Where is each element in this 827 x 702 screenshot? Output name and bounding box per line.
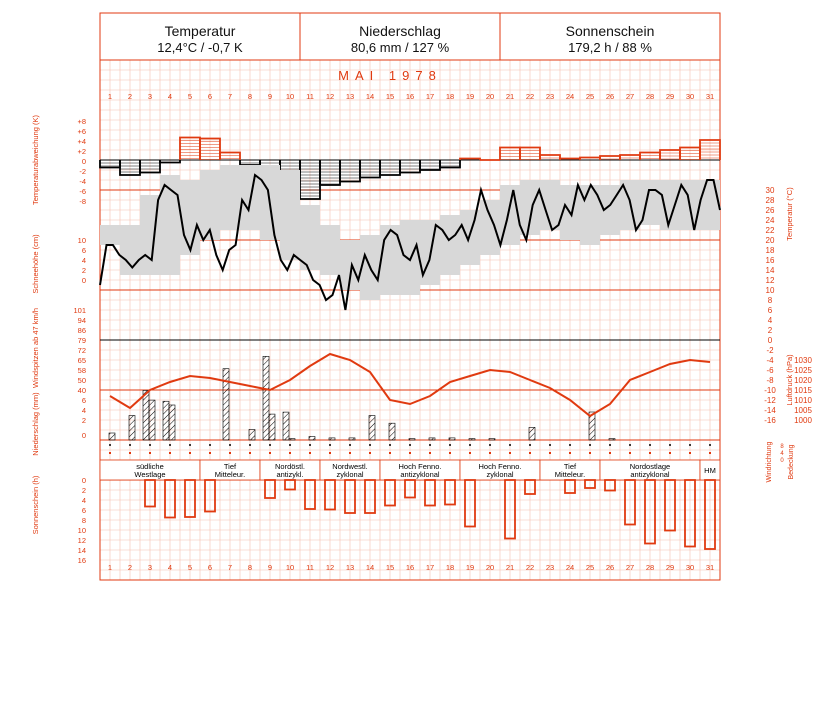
precipitation-bar: [349, 438, 355, 440]
gust-bar: [263, 356, 269, 440]
wind-mark: [609, 444, 611, 446]
cloud-mark: [369, 452, 371, 454]
wind-mark: [549, 444, 551, 446]
temperature-tick: 10: [765, 286, 775, 295]
day-label: 9: [267, 92, 273, 101]
day-label: 14: [365, 92, 375, 101]
axis-label-precipitation: Niederschlag (mm): [31, 392, 40, 456]
temperature-tick: 16: [765, 256, 775, 265]
cloud-mark: [229, 452, 231, 454]
cloud-tick: 8: [780, 444, 784, 450]
wind-mark: [589, 444, 591, 446]
precipitation-bar: [609, 439, 615, 440]
weather-type-label: Nordostlage: [629, 462, 671, 471]
pressure-left-tick: -10: [764, 386, 776, 395]
deviation-tick: -4: [79, 177, 86, 186]
pressure-tick: 1015: [794, 386, 812, 395]
day-label: 12: [325, 92, 335, 101]
cloud-mark: [409, 452, 411, 454]
deviation-tick: -2: [79, 167, 86, 176]
day-label: 23: [545, 563, 555, 572]
cloud-mark: [249, 452, 251, 454]
day-label: 15: [385, 563, 395, 572]
temp-range-band: [180, 180, 200, 255]
deviation-tick: +8: [77, 117, 86, 126]
day-label: 27: [625, 563, 635, 572]
day-label: 2: [127, 563, 133, 572]
sunshine-tick: 0: [81, 476, 86, 485]
cloud-mark: [489, 452, 491, 454]
snow-tick: 2: [81, 266, 86, 275]
precipitation-tick: 4: [81, 406, 86, 415]
day-label: 7: [227, 563, 233, 572]
precipitation-bar: [449, 438, 455, 440]
weather-type-label: Nordöstl.: [274, 462, 306, 471]
weather-type-label: Mitteleur.: [554, 470, 586, 479]
precipitation-bar: [249, 430, 255, 441]
day-label: 1: [107, 563, 113, 572]
gust-bar: [143, 390, 149, 440]
cloud-mark: [569, 452, 571, 454]
pressure-left-tick: -12: [764, 396, 776, 405]
pressure-left-tick: -6: [766, 366, 774, 375]
temp-range-band: [460, 210, 480, 265]
wind-mark: [369, 444, 371, 446]
precipitation-bar: [329, 438, 335, 440]
snow-tick: 10: [77, 236, 86, 245]
cloud-mark: [469, 452, 471, 454]
wind-mark: [129, 444, 131, 446]
axis-label-gusts: Windspitzen ab 47 km/h: [31, 307, 40, 389]
deviation-tick: +2: [77, 147, 86, 156]
precipitation-label: Niederschlag: [359, 23, 441, 39]
day-label: 5: [187, 92, 193, 101]
wind-mark: [229, 444, 231, 446]
sunshine-tick: 8: [81, 516, 86, 525]
cloud-mark: [169, 452, 171, 454]
cloud-mark: [529, 452, 531, 454]
day-label: 29: [665, 92, 675, 101]
cloud-mark: [609, 452, 611, 454]
snow-tick: 6: [81, 246, 86, 255]
precipitation-bar: [309, 437, 315, 441]
cloud-mark: [509, 452, 511, 454]
wind-mark: [509, 444, 511, 446]
deviation-tick: -8: [79, 197, 86, 206]
day-label: 25: [585, 92, 595, 101]
precipitation-bar: [409, 439, 415, 440]
precipitation-bar: [289, 439, 295, 440]
temperature-tick: 26: [765, 206, 775, 215]
temp-range-band: [700, 180, 720, 230]
wind-mark: [309, 444, 311, 446]
wind-mark: [269, 444, 271, 446]
gust-tick: 94: [77, 316, 86, 325]
pressure-tick: 1000: [794, 416, 812, 425]
day-label: 10: [285, 563, 295, 572]
temperature-tick: 14: [765, 266, 775, 275]
day-label: 18: [445, 563, 455, 572]
weather-type-label: HM: [704, 466, 716, 475]
day-label: 3: [147, 92, 153, 101]
gust-bar: [223, 369, 229, 440]
day-label: 24: [565, 563, 575, 572]
day-label: 11: [306, 92, 314, 101]
day-label: 8: [247, 92, 253, 101]
weather-type-label: zyklonal: [486, 470, 514, 479]
day-label: 15: [385, 92, 395, 101]
deviation-tick: -6: [79, 187, 86, 196]
precipitation-bar: [149, 400, 155, 440]
day-label: 13: [345, 92, 355, 101]
precipitation-bar: [109, 433, 115, 440]
cloud-mark: [209, 452, 211, 454]
axis-label-snow-depth: Schneehöhe (cm): [31, 234, 40, 294]
axis-label-temp-deviation: Temperaturabweichung (K): [31, 114, 40, 206]
day-label: 9: [267, 563, 273, 572]
pressure-left-tick: -8: [766, 376, 774, 385]
day-label: 1: [107, 92, 113, 101]
precipitation-value: 80,6 mm / 127 %: [350, 40, 450, 55]
day-label: 7: [227, 92, 233, 101]
day-label: 22: [525, 92, 535, 101]
cloud-tick: 0: [780, 458, 784, 464]
cloud-mark: [309, 452, 311, 454]
cloud-mark: [389, 452, 391, 454]
weather-type-label: Tief: [563, 462, 577, 471]
wind-mark: [529, 444, 531, 446]
cloud-mark: [289, 452, 291, 454]
temperature-tick: 22: [765, 226, 775, 235]
weather-type-label: zyklonal: [336, 470, 364, 479]
precipitation-tick: 2: [81, 416, 86, 425]
precipitation-bar: [269, 414, 275, 440]
axis-label-sunshine: Sonnenschein (h): [31, 475, 40, 535]
wind-mark: [489, 444, 491, 446]
temperature-label: Temperatur: [164, 23, 236, 39]
day-label: 17: [425, 563, 435, 572]
temperature-tick: 2: [767, 326, 773, 335]
precipitation-bar: [369, 416, 375, 441]
day-label: 6: [207, 92, 213, 101]
temperature-tick: 28: [765, 196, 775, 205]
wind-mark: [289, 444, 291, 446]
day-label: 20: [485, 92, 495, 101]
precipitation-bar: [489, 439, 495, 440]
wind-mark: [409, 444, 411, 446]
axis-label-pressure: Luftdruck (hPa): [785, 354, 794, 406]
temperature-tick: 18: [765, 246, 775, 255]
day-label: 30: [685, 92, 695, 101]
cloud-mark: [149, 452, 151, 454]
gust-bar: [163, 401, 169, 440]
day-label: 20: [485, 563, 495, 572]
wind-mark: [109, 444, 111, 446]
pressure-tick: 1010: [794, 396, 812, 405]
sunshine-tick: 12: [77, 536, 86, 545]
cloud-mark: [549, 452, 551, 454]
day-label: 5: [187, 563, 193, 572]
cloud-mark: [189, 452, 191, 454]
day-label: 10: [285, 92, 295, 101]
precipitation-tick: 0: [81, 431, 86, 440]
snow-tick: 0: [81, 276, 86, 285]
weather-type-label: Nordwestl.: [332, 462, 368, 471]
day-label: 23: [545, 92, 555, 101]
day-label: 4: [167, 563, 173, 572]
temperature-tick: 20: [765, 236, 775, 245]
precipitation-bar: [129, 416, 135, 441]
axis-label-temperature: Temperatur (°C): [785, 187, 794, 241]
weather-type-label: südliche: [136, 462, 164, 471]
cloud-mark: [429, 452, 431, 454]
gust-bar: [283, 412, 289, 440]
temp-range-band: [520, 180, 540, 235]
day-label: 19: [465, 92, 475, 101]
day-label: 17: [425, 92, 435, 101]
day-label: 14: [365, 563, 375, 572]
day-label: 19: [465, 563, 475, 572]
temp-range-band: [320, 225, 340, 275]
day-label: 16: [405, 92, 415, 101]
wind-mark: [389, 444, 391, 446]
day-label: 18: [445, 92, 455, 101]
temperature-tick: 0: [767, 336, 773, 345]
wind-mark: [249, 444, 251, 446]
day-label: 28: [645, 92, 655, 101]
temp-range-band: [220, 165, 240, 230]
gust-tick: 86: [77, 326, 86, 335]
temperature-tick: -2: [766, 346, 774, 355]
day-label: 6: [207, 563, 213, 572]
cloud-mark: [329, 452, 331, 454]
temp-range-band: [300, 205, 320, 270]
wind-mark: [689, 444, 691, 446]
gust-tick: 79: [77, 336, 86, 345]
day-label: 3: [147, 563, 153, 572]
sunshine-tick: 6: [81, 506, 86, 515]
day-label: 24: [565, 92, 575, 101]
day-label: 31: [705, 563, 715, 572]
temp-range-band: [120, 225, 140, 275]
wind-mark: [429, 444, 431, 446]
cloud-mark: [129, 452, 131, 454]
temperature-tick: -4: [766, 356, 774, 365]
day-label: 29: [665, 563, 675, 572]
weather-type-label: Hoch Fenno.: [478, 462, 522, 471]
day-label: 26: [605, 563, 615, 572]
day-label: 28: [645, 563, 655, 572]
cloud-mark: [589, 452, 591, 454]
temp-range-band: [100, 225, 120, 245]
temperature-tick: 6: [767, 306, 773, 315]
temperature-tick: 12: [765, 276, 775, 285]
gust-tick: 50: [77, 376, 86, 385]
precipitation-tick: 6: [81, 396, 86, 405]
pressure-tick: 1030: [794, 356, 812, 365]
day-label: 13: [345, 563, 355, 572]
wind-mark: [449, 444, 451, 446]
day-label: 26: [605, 92, 615, 101]
axis-label-cloud-cover: Bedeckung: [788, 444, 795, 480]
deviation-tick: +4: [77, 137, 86, 146]
gust-tick: 58: [77, 366, 86, 375]
temperature-tick: 4: [767, 316, 773, 325]
wind-mark: [149, 444, 151, 446]
cloud-mark: [649, 452, 651, 454]
cloud-mark: [269, 452, 271, 454]
sunshine-tick: 14: [77, 546, 86, 555]
weather-type-label: Westlage: [134, 470, 166, 479]
weather-type-label: antizyklonal: [630, 470, 670, 479]
pressure-tick: 1020: [794, 376, 812, 385]
day-label: 22: [525, 563, 535, 572]
day-label: 2: [127, 92, 133, 101]
temp-range-band: [280, 170, 300, 260]
day-label: 4: [167, 92, 173, 101]
wind-mark: [649, 444, 651, 446]
cloud-mark: [349, 452, 351, 454]
weather-type-label: Tief: [223, 462, 237, 471]
temperature-tick: 24: [765, 216, 775, 225]
wind-mark: [169, 444, 171, 446]
sunshine-label: Sonnenschein: [565, 23, 655, 39]
precipitation-bar: [469, 439, 475, 440]
weather-type-label: antizykl.: [276, 470, 304, 479]
cloud-tick: 4: [780, 451, 784, 457]
gust-tick: 40: [77, 386, 86, 395]
cloud-mark: [629, 452, 631, 454]
cloud-mark: [449, 452, 451, 454]
pressure-left-tick: -14: [764, 406, 776, 415]
gust-tick: 65: [77, 356, 86, 365]
deviation-tick: +6: [77, 127, 86, 136]
day-label: 21: [505, 563, 515, 572]
sunshine-tick: 16: [77, 556, 86, 565]
cloud-mark: [709, 452, 711, 454]
day-label: 16: [405, 563, 415, 572]
gust-tick: 101: [73, 306, 86, 315]
cloud-mark: [109, 452, 111, 454]
sunshine-tick: 2: [81, 486, 86, 495]
snow-tick: 4: [81, 256, 86, 265]
sunshine-tick: 10: [77, 526, 86, 535]
chart-title: MAI 1978: [338, 68, 442, 83]
day-label: 25: [585, 563, 595, 572]
wind-mark: [189, 444, 191, 446]
wind-mark: [329, 444, 331, 446]
wind-mark: [209, 444, 211, 446]
day-label: 21: [505, 92, 515, 101]
day-label: 30: [685, 563, 695, 572]
temperature-tick: 8: [767, 296, 773, 305]
wind-mark: [569, 444, 571, 446]
temperature-value: 12,4°C / -0,7 K: [157, 40, 243, 55]
precipitation-bar: [529, 427, 535, 440]
pressure-tick: 1005: [794, 406, 812, 415]
day-label: 12: [325, 563, 335, 572]
pressure-tick: 1025: [794, 366, 812, 375]
day-label: 11: [306, 563, 314, 572]
sunshine-tick: 4: [81, 496, 86, 505]
wind-mark: [669, 444, 671, 446]
deviation-tick: 0: [81, 157, 86, 166]
day-label: 31: [705, 92, 715, 101]
pressure-left-tick: -16: [764, 416, 776, 425]
wind-mark: [469, 444, 471, 446]
sunshine-value: 179,2 h / 88 %: [568, 40, 652, 55]
day-label: 27: [625, 92, 635, 101]
temp-range-band: [440, 215, 460, 275]
gust-tick: 72: [77, 346, 86, 355]
axis-label-wind-direction: Windrichtung: [766, 441, 773, 483]
weather-type-label: Hoch Fenno.: [398, 462, 442, 471]
wind-mark: [349, 444, 351, 446]
temp-range-band: [480, 200, 500, 255]
precipitation-bar: [169, 405, 175, 440]
cloud-mark: [669, 452, 671, 454]
temperature-tick: 30: [765, 186, 775, 195]
precipitation-bar: [429, 438, 435, 440]
wind-mark: [629, 444, 631, 446]
precipitation-bar: [389, 423, 395, 440]
day-label: 8: [247, 563, 253, 572]
cloud-mark: [689, 452, 691, 454]
weather-type-label: antizyklonal: [400, 470, 440, 479]
weather-type-label: Mitteleur.: [214, 470, 246, 479]
wind-mark: [709, 444, 711, 446]
